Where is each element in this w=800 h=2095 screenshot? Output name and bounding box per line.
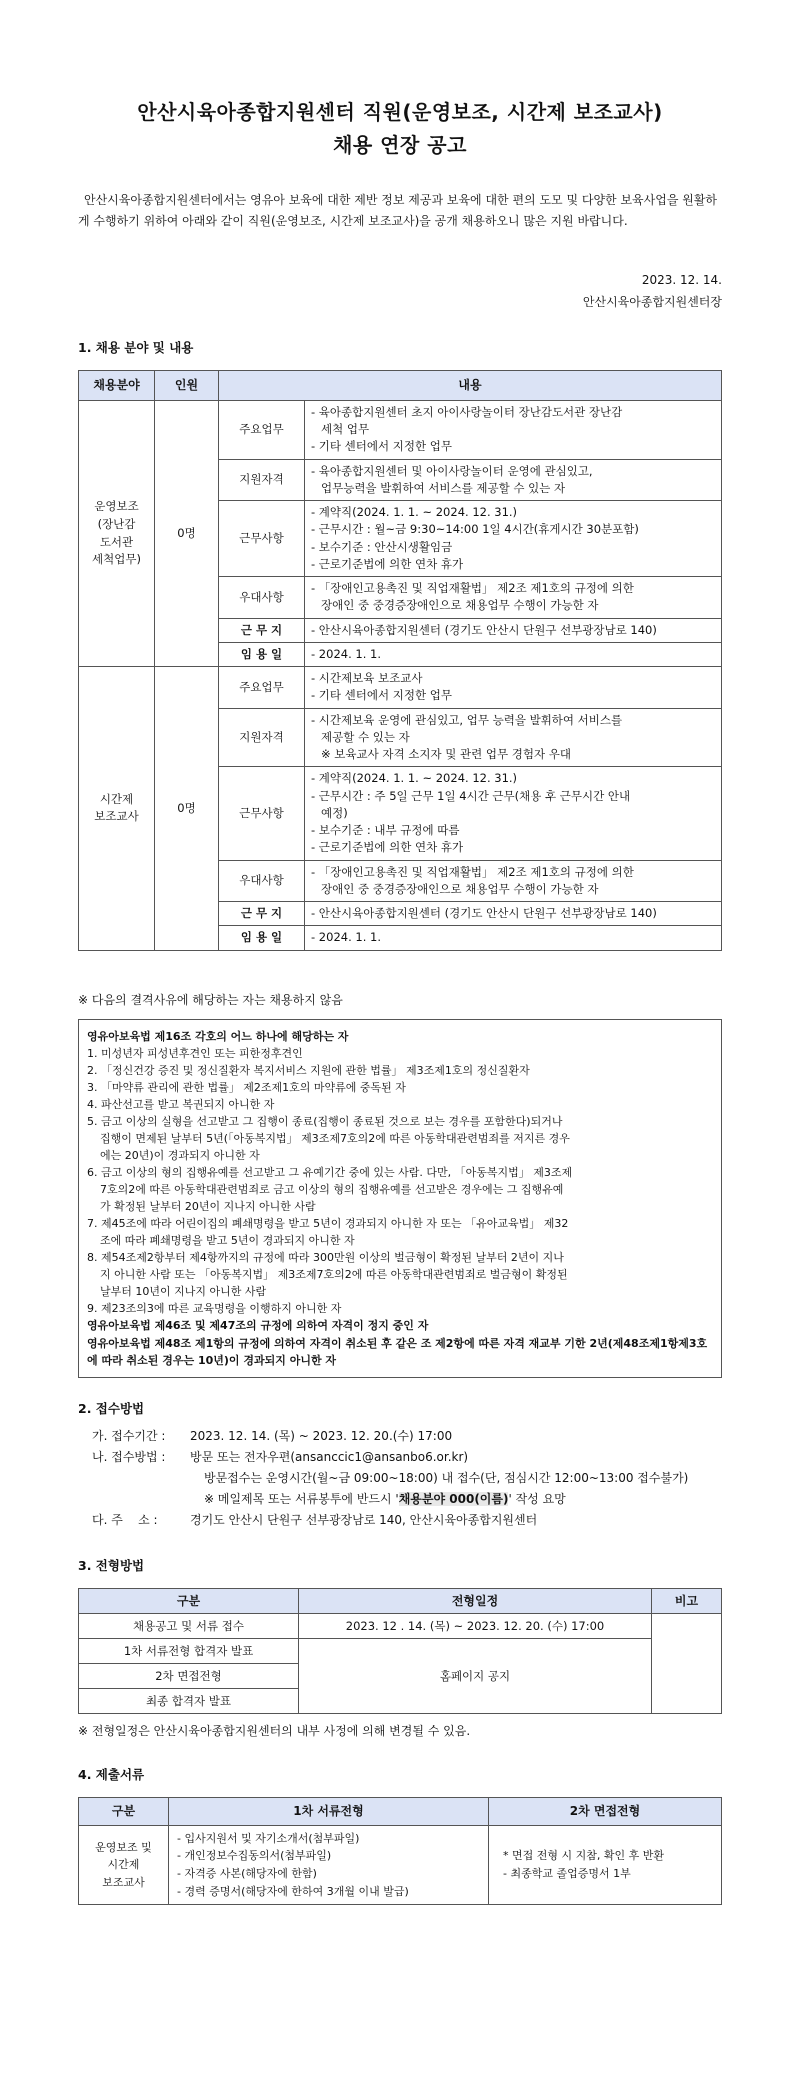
- job-detail-label: 지원자격: [219, 708, 305, 767]
- disqualification-note: ※ 다음의 결격사유에 해당하는 자는 채용하지 않음: [78, 992, 343, 1007]
- job-detail-content: [305, 459, 722, 501]
- disqualification-item: 7. 제45조에 따라 어린이집의 폐쇄명령을 받고 5년이 경과되지 아니한 자 또는 「유아교육법」 제32: [87, 1217, 569, 1231]
- header-field: 채용분야: [79, 370, 155, 400]
- job-detail-content: [305, 767, 722, 860]
- document-item: * 면접 전형 시 지참, 확인 후 반환: [503, 1849, 664, 1863]
- job-detail-line: - 「장애인고용촉진 및 직업재활법」 제2조 제1호의 규정에 의한: [311, 581, 634, 596]
- documents-table: [78, 1797, 722, 1905]
- job-field-line: (장난감: [97, 516, 136, 531]
- section-4-title: 4. 제출서류: [78, 1767, 145, 1783]
- mail-subject-note: [78, 1489, 722, 1510]
- job-detail-line: - 근로기준법에 의한 연차 휴가: [311, 840, 464, 855]
- period-label: 가. 접수기간 :: [92, 1429, 166, 1444]
- document-item: - 자격증 사본(해당자에 한함): [177, 1867, 317, 1881]
- job-detail-line: 제공할 수 있는 자: [321, 729, 410, 744]
- job-detail-content: [305, 618, 722, 642]
- job-detail-line: 장애인 중 중경증장애인으로 채용업무 수행이 가능한 자: [321, 598, 599, 613]
- schedule-date: 2023. 12 . 14. (목) ~ 2023. 12. 20. (수) 17:00: [299, 1614, 652, 1639]
- job-detail-label: 지원자격: [219, 459, 305, 501]
- disqualification-heading: 영유아보육법 제46조 및 제47조의 규정에 의하여 자격이 정지 중인 자: [87, 1319, 429, 1333]
- disqualification-item: 에는 20년)이 경과되지 아니한 자: [100, 1149, 260, 1163]
- mail-note-post: ' 작성 요망: [508, 1492, 566, 1507]
- job-detail-line: - 근로기준법에 의한 연차 휴가: [311, 556, 464, 571]
- disqualification-item: 가 확정된 날부터 20년이 지나지 아니한 사람: [100, 1200, 316, 1214]
- job-detail-label: 임 용 일: [219, 642, 305, 666]
- disqualification-item: 8. 제54조제2항부터 제4항까지의 규정에 따라 300만원 이상의 벌금형이 확정된 날부터 2년이 지나: [87, 1251, 564, 1265]
- job-detail-content: [305, 667, 722, 709]
- job-detail-line: - 보수기준 : 내부 규정에 따름: [311, 823, 460, 838]
- job-detail-content: [305, 902, 722, 926]
- job-detail-content: [305, 400, 722, 459]
- job-detail-line: 세척 업무: [321, 422, 370, 437]
- job-detail-line: - 안산시육아종합지원센터 (경기도 안산시 단원구 선부광장남로 140): [311, 622, 657, 637]
- section-3-title: 3. 전형방법: [78, 1558, 145, 1574]
- category-line: 보조교사: [102, 1875, 145, 1889]
- job-detail-line: - 「장애인고용촉진 및 직업재활법」 제2조 제1호의 규정에 의한: [311, 864, 634, 879]
- schedule-change-note: ※ 전형일정은 안산시육아종합지원센터의 내부 사정에 의해 변경될 수 있음.: [78, 1724, 471, 1739]
- disqualification-item: 6. 금고 이상의 형의 집행유예를 선고받고 그 유예기간 중에 있는 사람. 다만, 「아동복지법」 제3조제: [87, 1166, 573, 1180]
- table-row: [79, 1639, 722, 1664]
- document-item: - 경력 증명서(해당자에 한하여 3개월 이내 발급): [177, 1884, 409, 1898]
- header-content: 내용: [219, 370, 722, 400]
- job-detail-label: 근 무 지: [219, 618, 305, 642]
- schedule-date-merged: 홈페이지 공지: [299, 1639, 652, 1714]
- table-row: [79, 1614, 722, 1639]
- application-period-row: [78, 1426, 722, 1447]
- schedule-stage: 2차 면접전형: [79, 1664, 299, 1689]
- job-detail-content: [305, 708, 722, 767]
- job-detail-content: [305, 501, 722, 577]
- job-detail-line: - 시간제보육 운영에 관심있고, 업무 능력을 발휘하여 서비스를: [311, 712, 623, 727]
- job-field-line: 운영보조: [94, 498, 139, 513]
- job-detail-line: - 육아종합지원센터 및 아이사랑놀이터 운영에 관심있고,: [311, 463, 593, 478]
- job-detail-line: 업무능력을 발휘하여 서비스를 제공할 수 있는 자: [321, 480, 566, 495]
- document-item: - 개인정보수집동의서(첨부파일): [177, 1849, 332, 1863]
- title-line-1: 안산시육아종합지원센터 직원(운영보조, 시간제 보조교사): [137, 100, 663, 124]
- job-detail-line: - 2024. 1. 1.: [311, 646, 381, 661]
- disqualification-heading: 영유아보육법 제48조 제1항의 규정에 의하여 자격이 취소된 후 같은 조 제2항에 따른 자격 재교부 기한 2년(제48조제1항제3호에 따라 취소된 경우는 10년)이 경과되지 아니한 자: [87, 1336, 708, 1367]
- job-detail-line: - 기타 센터에서 지정한 업무: [311, 439, 452, 454]
- address-value: 경기도 안산시 단원구 선부광장남로 140, 안산시육아종합지원센터: [190, 1513, 538, 1528]
- job-detail-label: 임 용 일: [219, 926, 305, 950]
- intro-paragraph: 안산시육아종합지원센터에서는 영유아 보육에 대한 제반 정보 제공과 보육에 대한 편의 도모 및 다양한 보육사업을 원활하게 수행하기 위하여 아래와 같이 직원(운영보조, 시간제 보조교사)을 공개 채용하오니 많은 지원 바랍니다.: [78, 193, 718, 228]
- issuer-name: 안산시육아종합지원센터장: [582, 294, 722, 309]
- job-detail-line: - 시간제보육 보조교사: [311, 671, 423, 686]
- schedule-remark: [652, 1614, 722, 1714]
- mail-note-pre: ※ 메일제목 또는 서류봉투에 반드시 ': [204, 1492, 399, 1507]
- document-item: - 최종학교 졸업증명서 1부: [503, 1867, 631, 1881]
- job-detail-label: 주요업무: [219, 667, 305, 709]
- second-stage-documents: [489, 1825, 722, 1904]
- job-detail-line: - 보수기준 : 안산시생활임금: [311, 539, 453, 554]
- mail-note-highlight: 채용분야 000(이름): [398, 1492, 509, 1507]
- application-method-row: [78, 1447, 722, 1468]
- application-method: [78, 1426, 722, 1531]
- job-field: [79, 667, 155, 951]
- documents-header-second: 2차 면접전형: [489, 1797, 722, 1825]
- job-field-line: 시간제: [99, 791, 134, 806]
- job-count: 0명: [155, 667, 219, 951]
- schedule-header-date: 전형일정: [299, 1589, 652, 1614]
- job-detail-content: [305, 926, 722, 950]
- method-value: 방문 또는 전자우편(ansanccic1@ansanbo6.or.kr): [190, 1450, 469, 1465]
- job-detail-label: 근 무 지: [219, 902, 305, 926]
- visit-hours-note: 방문접수는 운영시간(월~금 09:00~18:00) 내 접수(단, 점심시간 12:00~13:00 접수불가): [204, 1471, 689, 1486]
- job-details-body: [79, 400, 722, 950]
- table-row: [79, 667, 722, 709]
- disqualification-item: 4. 파산선고를 받고 복권되지 아니한 자: [87, 1097, 275, 1111]
- job-field-line: 보조교사: [94, 809, 139, 824]
- schedule-header-category: 구분: [79, 1589, 299, 1614]
- address-label: 다. 주 소 :: [92, 1513, 158, 1528]
- job-detail-line: - 2024. 1. 1.: [311, 930, 381, 945]
- job-detail-line: - 육아종합지원센터 초지 아이사랑놀이터 장난감도서관 장난감: [311, 404, 623, 419]
- method-label: 나. 접수방법 :: [92, 1450, 166, 1465]
- disqualification-item: 날부터 10년이 지나지 아니한 사람: [100, 1285, 267, 1299]
- disqualification-item: 지 아니한 사람 또는 「아동복지법」 제3조제7호의2에 따른 아동학대관련범죄로 벌금형이 확정된: [100, 1268, 568, 1282]
- job-detail-line: - 근무시간 : 월~금 9:30~14:00 1일 4시간(휴게시간 30분포함): [311, 522, 639, 537]
- table-row: [79, 1825, 722, 1904]
- disqualification-item: 조에 따라 폐쇄명령을 받고 5년이 경과되지 아니한 자: [100, 1234, 355, 1248]
- job-detail-line: 장애인 중 중경증장애인으로 채용업무 수행이 가능한 자: [321, 881, 599, 896]
- disqualification-box: [78, 1019, 722, 1378]
- period-value: 2023. 12. 14. (목) ~ 2023. 12. 20.(수) 17:00: [190, 1429, 453, 1444]
- schedule-stage: 1차 서류전형 합격자 발표: [79, 1639, 299, 1664]
- address-row: [78, 1510, 722, 1531]
- disqualification-item: 7호의2에 따른 아동학대관련범죄로 금고 이상의 형의 집행유예를 선고받은 경우에는 그 집행유예: [100, 1183, 564, 1197]
- notice-title: [78, 96, 722, 162]
- documents-category: [79, 1825, 169, 1904]
- job-detail-line: - 근무시간 : 주 5일 근무 1일 4시간 근무(채용 후 근무시간 안내: [311, 788, 631, 803]
- schedule-stage: 채용공고 및 서류 접수: [79, 1614, 299, 1639]
- issue-info: [78, 270, 722, 313]
- job-detail-label: 근무사항: [219, 501, 305, 577]
- documents-header-first: 1차 서류전형: [169, 1797, 489, 1825]
- header-count: 인원: [155, 370, 219, 400]
- document-item: - 입사지원서 및 자기소개서(첨부파일): [177, 1831, 360, 1845]
- job-detail-content: [305, 860, 722, 902]
- disqualification-item: 1. 미성년자 피성년후견인 또는 피한정후견인: [87, 1046, 303, 1060]
- job-detail-label: 우대사항: [219, 577, 305, 619]
- job-detail-label: 근무사항: [219, 767, 305, 860]
- disqualification-item: 집행이 면제된 날부터 5년(「아동복지법」 제3조제7호의2에 따른 아동학대관련범죄를 저지른 경우: [100, 1131, 570, 1145]
- selection-schedule-table: [78, 1588, 722, 1714]
- job-detail-label: 우대사항: [219, 860, 305, 902]
- documents-header-category: 구분: [79, 1797, 169, 1825]
- job-detail-label: 주요업무: [219, 400, 305, 459]
- first-stage-documents: [169, 1825, 489, 1904]
- job-detail-line: ※ 보육교사 자격 소지자 및 관련 업무 경험자 우대: [321, 747, 571, 762]
- schedule-stage: 최종 합격자 발표: [79, 1689, 299, 1714]
- job-count: 0명: [155, 400, 219, 666]
- disqualification-item: 3. 「마약류 관리에 관한 법률」 제2조제1호의 마약류에 중독된 자: [87, 1080, 406, 1094]
- issue-date: 2023. 12. 14.: [641, 273, 722, 287]
- job-detail-content: [305, 642, 722, 666]
- job-field: [79, 400, 155, 666]
- section-1-title: 1. 채용 분야 및 내용: [78, 340, 194, 356]
- job-detail-line: - 안산시육아종합지원센터 (경기도 안산시 단원구 선부광장남로 140): [311, 906, 657, 921]
- disqualification-item: 9. 제23조의3에 따른 교육명령을 이행하지 아니한 자: [87, 1302, 342, 1316]
- job-detail-line: - 계약직(2024. 1. 1. ~ 2024. 12. 31.): [311, 771, 518, 786]
- job-detail-line: 예정): [321, 805, 348, 820]
- job-detail-line: - 계약직(2024. 1. 1. ~ 2024. 12. 31.): [311, 505, 518, 520]
- title-line-2: 채용 연장 공고: [333, 133, 467, 157]
- category-line: 운영보조 및: [95, 1840, 152, 1854]
- job-field-line: 세척업무): [92, 552, 141, 567]
- category-line: 시간제: [107, 1858, 140, 1872]
- disqualification-item: 5. 금고 이상의 실형을 선고받고 그 집행이 종료(집행이 종료된 것으로 보는 경우를 포함한다)되거나: [87, 1114, 563, 1128]
- job-detail-line: - 기타 센터에서 지정한 업무: [311, 688, 452, 703]
- job-detail-content: [305, 577, 722, 619]
- job-field-line: 도서관: [99, 534, 134, 549]
- disqualification-heading: 영유아보육법 제16조 각호의 어느 하나에 해당하는 자: [87, 1029, 349, 1043]
- table-row: [79, 400, 722, 459]
- job-details-table: [78, 370, 722, 951]
- disqualification-item: 2. 「정신건강 증진 및 정신질환자 복지서비스 지원에 관한 법률」 제3조제1호의 정신질환자: [87, 1063, 530, 1077]
- schedule-header-remark: 비고: [652, 1589, 722, 1614]
- section-2-title: 2. 접수방법: [78, 1400, 145, 1416]
